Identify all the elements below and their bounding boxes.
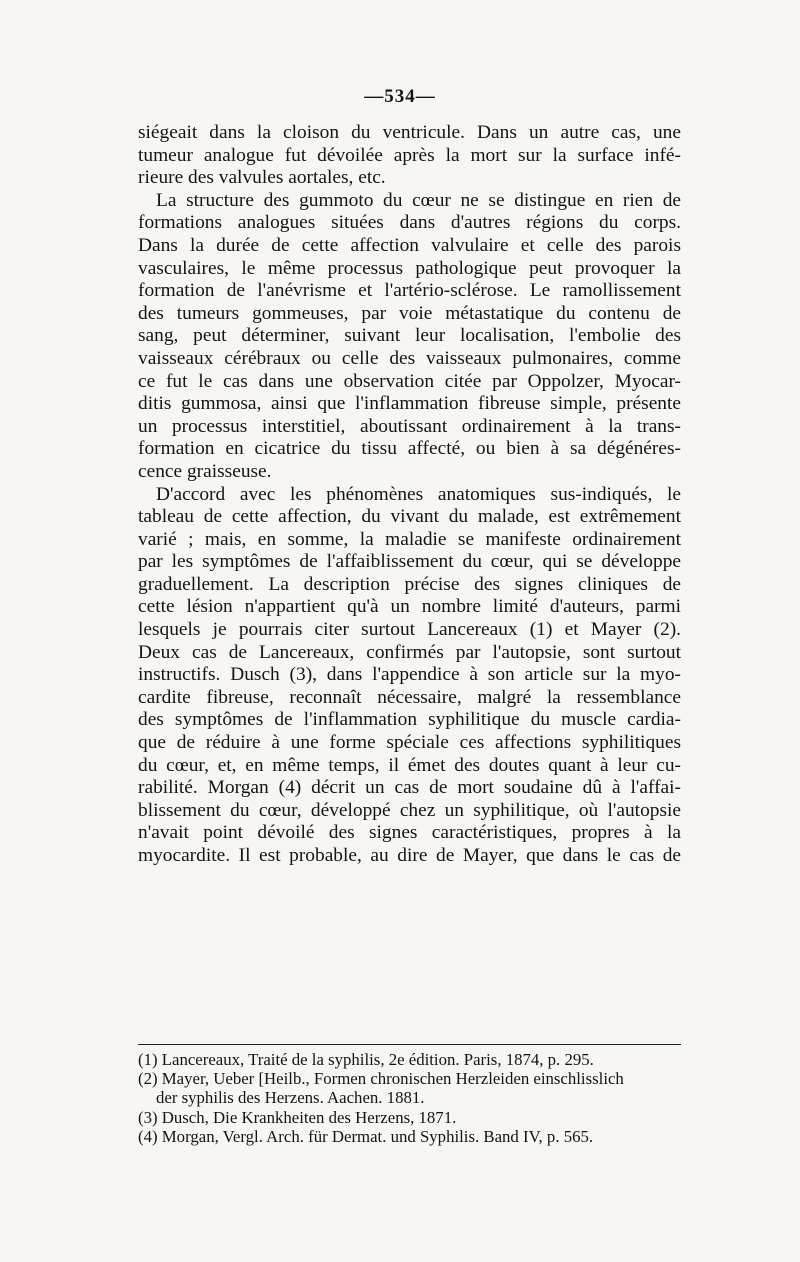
- text-line: La structure des gummoto du cœur ne se distingue en rien de: [156, 189, 681, 211]
- text-line: tableau de cette affection, du vivant du malade, est extrêmement: [138, 506, 681, 528]
- body-text: [138, 122, 681, 868]
- text-line: myocardite. Il est probable, au dire de Mayer, que dans le cas de: [138, 845, 681, 866]
- footnote: (2) Mayer, Ueber [Heilb., Formen chronischen Herzleiden einschlisslich: [138, 1069, 624, 1089]
- text-line: que de réduire à une forme spéciale ces affections syphilitiques: [138, 732, 681, 754]
- footnote: (4) Morgan, Vergl. Arch. für Dermat. und Syphilis. Band IV, p. 565.: [138, 1126, 594, 1146]
- text-line: blissement du cœur, développé chez un syphilitique, où l'autopsie: [138, 799, 681, 821]
- text-line: Deux cas de Lancereaux, confirmés par l'autopsie, sont surtout: [138, 641, 681, 663]
- text-line: un processus interstitiel, aboutissant ordinairement à la trans-: [138, 415, 681, 437]
- footnote: (1) Lancereaux, Traité de la syphilis, 2e édition. Paris, 1874, p. 295.: [138, 1050, 594, 1069]
- page-number: —534—: [364, 86, 436, 107]
- text-line: cardite fibreuse, reconnaît nécessaire, malgré la ressemblance: [138, 686, 681, 708]
- text-line: varié ; mais, en somme, la maladie se manifeste ordinairement: [138, 528, 681, 550]
- text-line: Dans la durée de cette affection valvulaire et celle des parois: [138, 234, 681, 256]
- text-line: cette lésion n'appartient qu'à un nombre limité d'auteurs, parmi: [138, 596, 681, 618]
- text-line: rieure des valvules aortales, etc.: [138, 167, 386, 189]
- footnotes: [138, 1050, 681, 1146]
- text-line: graduellement. La description précise des signes cliniques de: [138, 573, 681, 595]
- footnote-divider: [138, 1044, 681, 1045]
- text-line: des tumeurs gommeuses, par voie métastatique du contenu de: [138, 302, 681, 324]
- text-line: D'accord avec les phénomènes anatomiques sus-indiqués, le: [156, 483, 681, 505]
- text-line: siégeait dans la cloison du ventricule. Dans un autre cas, une: [138, 122, 681, 143]
- text-line: formation en cicatrice du tissu affecté, ou bien à sa dégénéres-: [138, 438, 681, 460]
- text-line: instructifs. Dusch (3), dans l'appendice à son article sur la myo-: [138, 664, 681, 686]
- text-line: ce fut le cas dans une observation citée par Oppolzer, Myocar-: [138, 370, 681, 392]
- text-line: par les symptômes de l'affaiblissement du cœur, qui se développe: [138, 551, 681, 573]
- text-line: ditis gummosa, ainsi que l'inflammation fibreuse simple, présente: [138, 393, 681, 415]
- text-line: cence graisseuse.: [138, 460, 272, 482]
- text-line: sang, peut déterminer, suivant leur localisation, l'embolie des: [138, 325, 681, 347]
- text-line: formation de l'anévrisme et l'artério-sclérose. Le ramollissement: [138, 280, 681, 302]
- footnote: der syphilis des Herzens. Aachen. 1881.: [156, 1088, 425, 1108]
- text-line: n'avait point dévoilé des signes caractéristiques, propres à la: [138, 822, 681, 844]
- text-line: des symptômes de l'inflammation syphilitique du muscle cardia-: [138, 709, 681, 731]
- text-line: vaisseaux cérébraux ou celle des vaisseaux pulmonaires, comme: [138, 347, 681, 369]
- text-line: tumeur analogue fut dévoilée après la mort sur la surface infé-: [138, 144, 681, 166]
- text-line: rabilité. Morgan (4) décrit un cas de mort soudaine dû à l'affai-: [138, 777, 681, 799]
- text-line: formations analogues situées dans d'autres régions du corps.: [138, 212, 681, 234]
- footnote: (3) Dusch, Die Krankheiten des Herzens, 1871.: [138, 1107, 457, 1127]
- text-line: vasculaires, le même processus pathologique peut provoquer la: [138, 257, 681, 279]
- text-line: lesquels je pourrais citer surtout Lancereaux (1) et Mayer (2).: [138, 619, 681, 641]
- text-line: du cœur, et, en même temps, il émet des doutes quant à leur cu-: [138, 754, 681, 776]
